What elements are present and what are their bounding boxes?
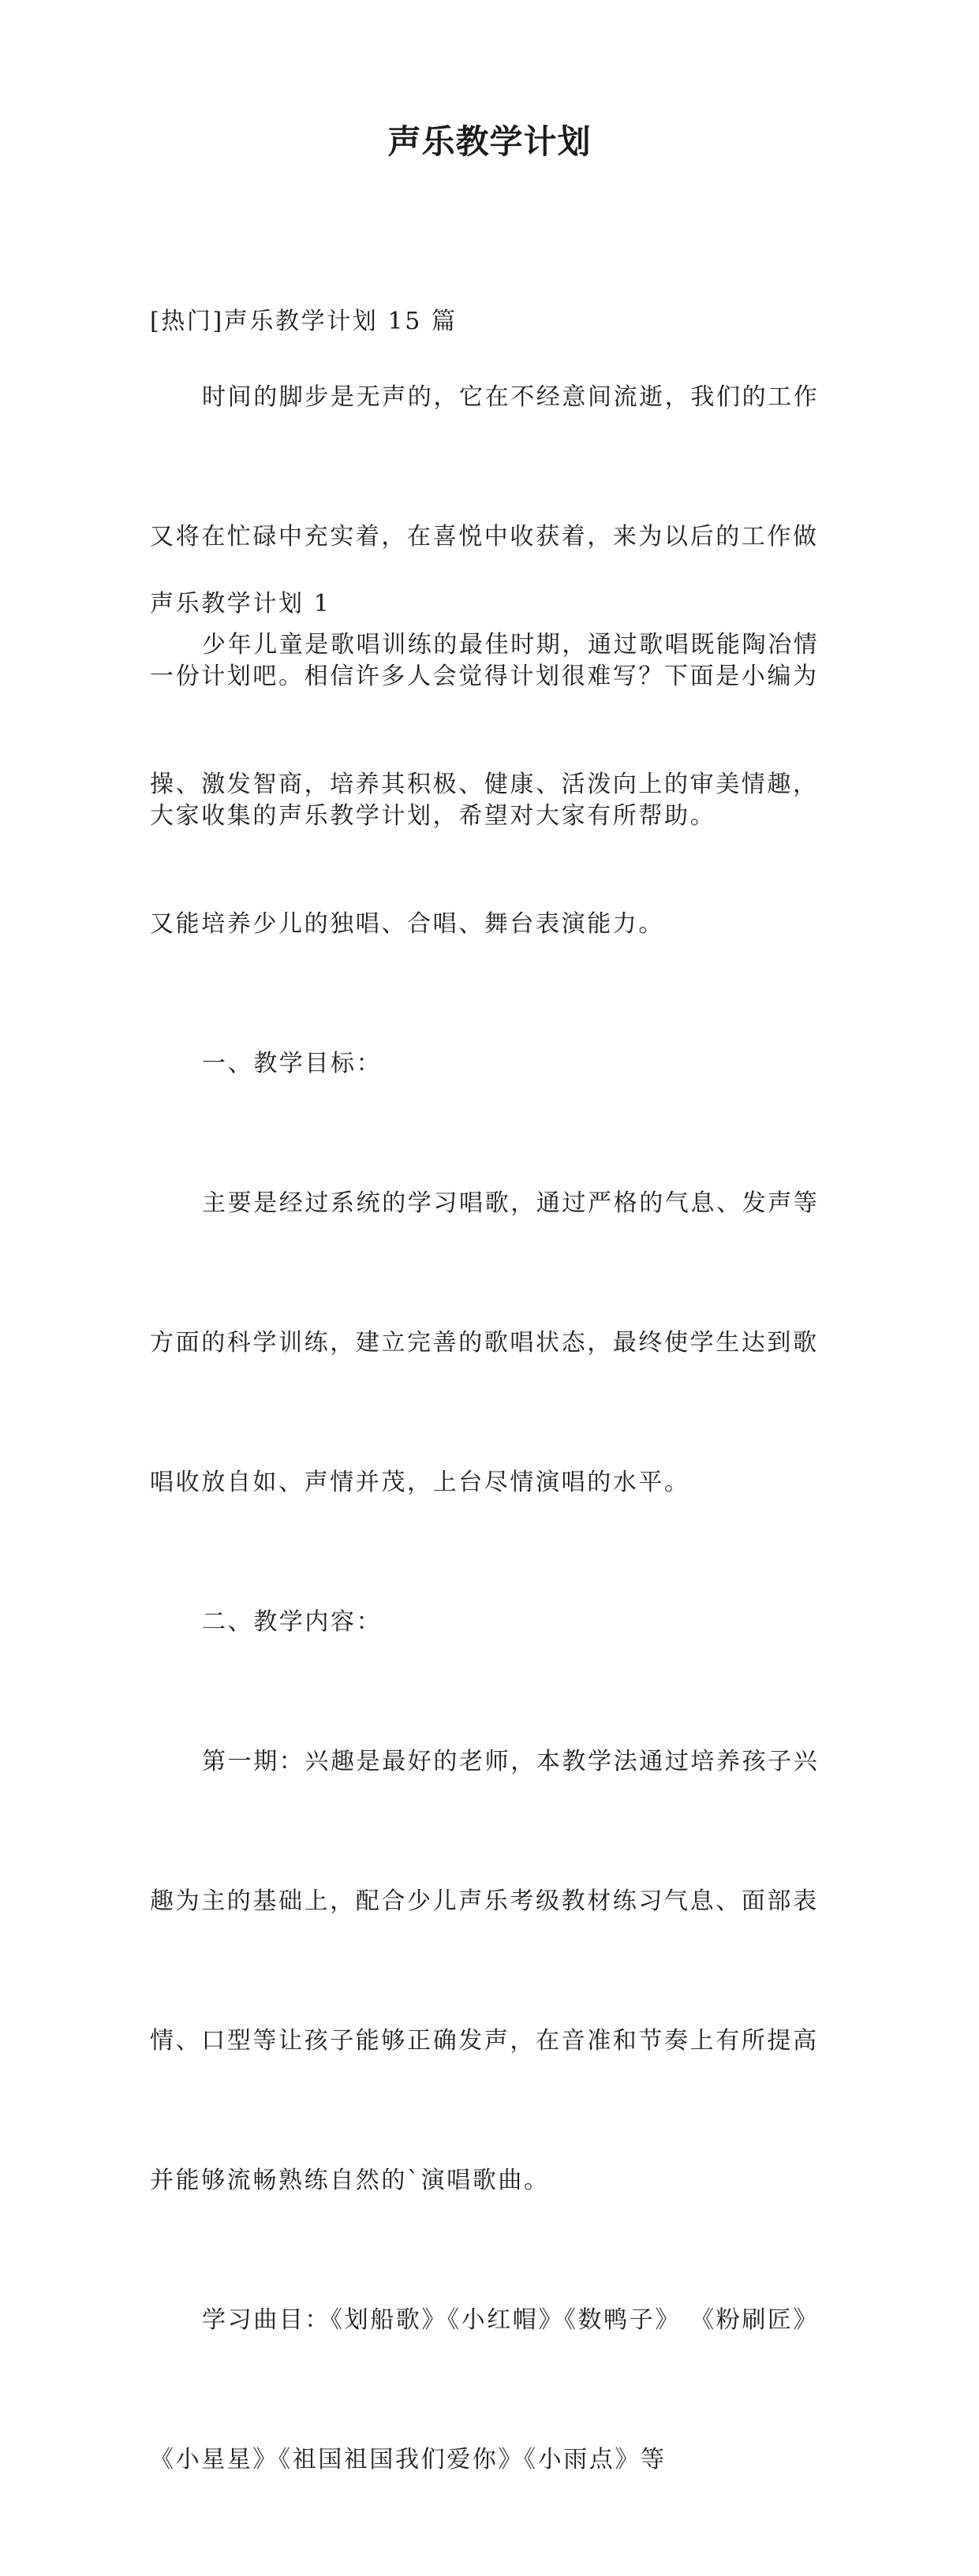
song-list-line: 《小星星》《祖国祖国我们爱你》《小雨点》等 <box>150 2446 667 2473</box>
body-line: 又能培养少儿的独唱、合唱、舞台表演能力。 <box>150 910 664 938</box>
intro-line: 大家收集的声乐教学计划，希望对大家有所帮助。 <box>150 802 716 830</box>
intro-line: 一份计划吧。相信许多人会觉得计划很难写？下面是小编为 <box>150 663 819 690</box>
section-heading: 声乐教学计划 1 <box>150 590 331 618</box>
body-line: 并能够流畅熟练自然的`演唱歌曲。 <box>150 2167 550 2194</box>
body-line: 趣为主的基础上，配合少儿声乐考级教材练习气息、面部表 <box>150 1887 819 1915</box>
song-list-line: 学习曲目：《划船歌》《小红帽》《数鸭子》 《粉刷匠》 <box>202 2306 820 2334</box>
goal-heading: 一、教学目标： <box>202 1050 383 1077</box>
document-title: 声乐教学计划 <box>387 122 592 161</box>
body-line: 少年儿童是歌唱训练的最佳时期，通过歌唱既能陶冶情 <box>202 631 820 659</box>
document-subtitle: [热门]声乐教学计划 15 篇 <box>150 308 458 335</box>
intro-line: 时间的脚步是无声的，它在不经意间流逝，我们的工作 <box>202 383 820 411</box>
body-line: 情、口型等让孩子能够正确发声，在音准和节奏上有所提高 <box>150 2027 819 2055</box>
intro-line: 又将在忙碌中充实着，在喜悦中收获着，来为以后的工作做 <box>150 523 819 551</box>
body-line: 方面的科学训练，建立完善的歌唱状态，最终使学生达到歌 <box>150 1329 819 1357</box>
body-line: 操、激发智商，培养其积极、健康、活泼向上的审美情趣， <box>150 771 819 798</box>
body-line: 唱收放自如、声情并茂，上台尽情演唱的水平。 <box>150 1469 690 1496</box>
body-line: 主要是经过系统的学习唱歌，通过严格的气息、发声等 <box>202 1189 820 1217</box>
section-body <box>150 528 838 2576</box>
content-heading: 二、教学内容： <box>202 1608 383 1636</box>
body-line: 第一期：兴趣是最好的老师，本教学法通过培养孩子兴 <box>202 1748 820 1775</box>
